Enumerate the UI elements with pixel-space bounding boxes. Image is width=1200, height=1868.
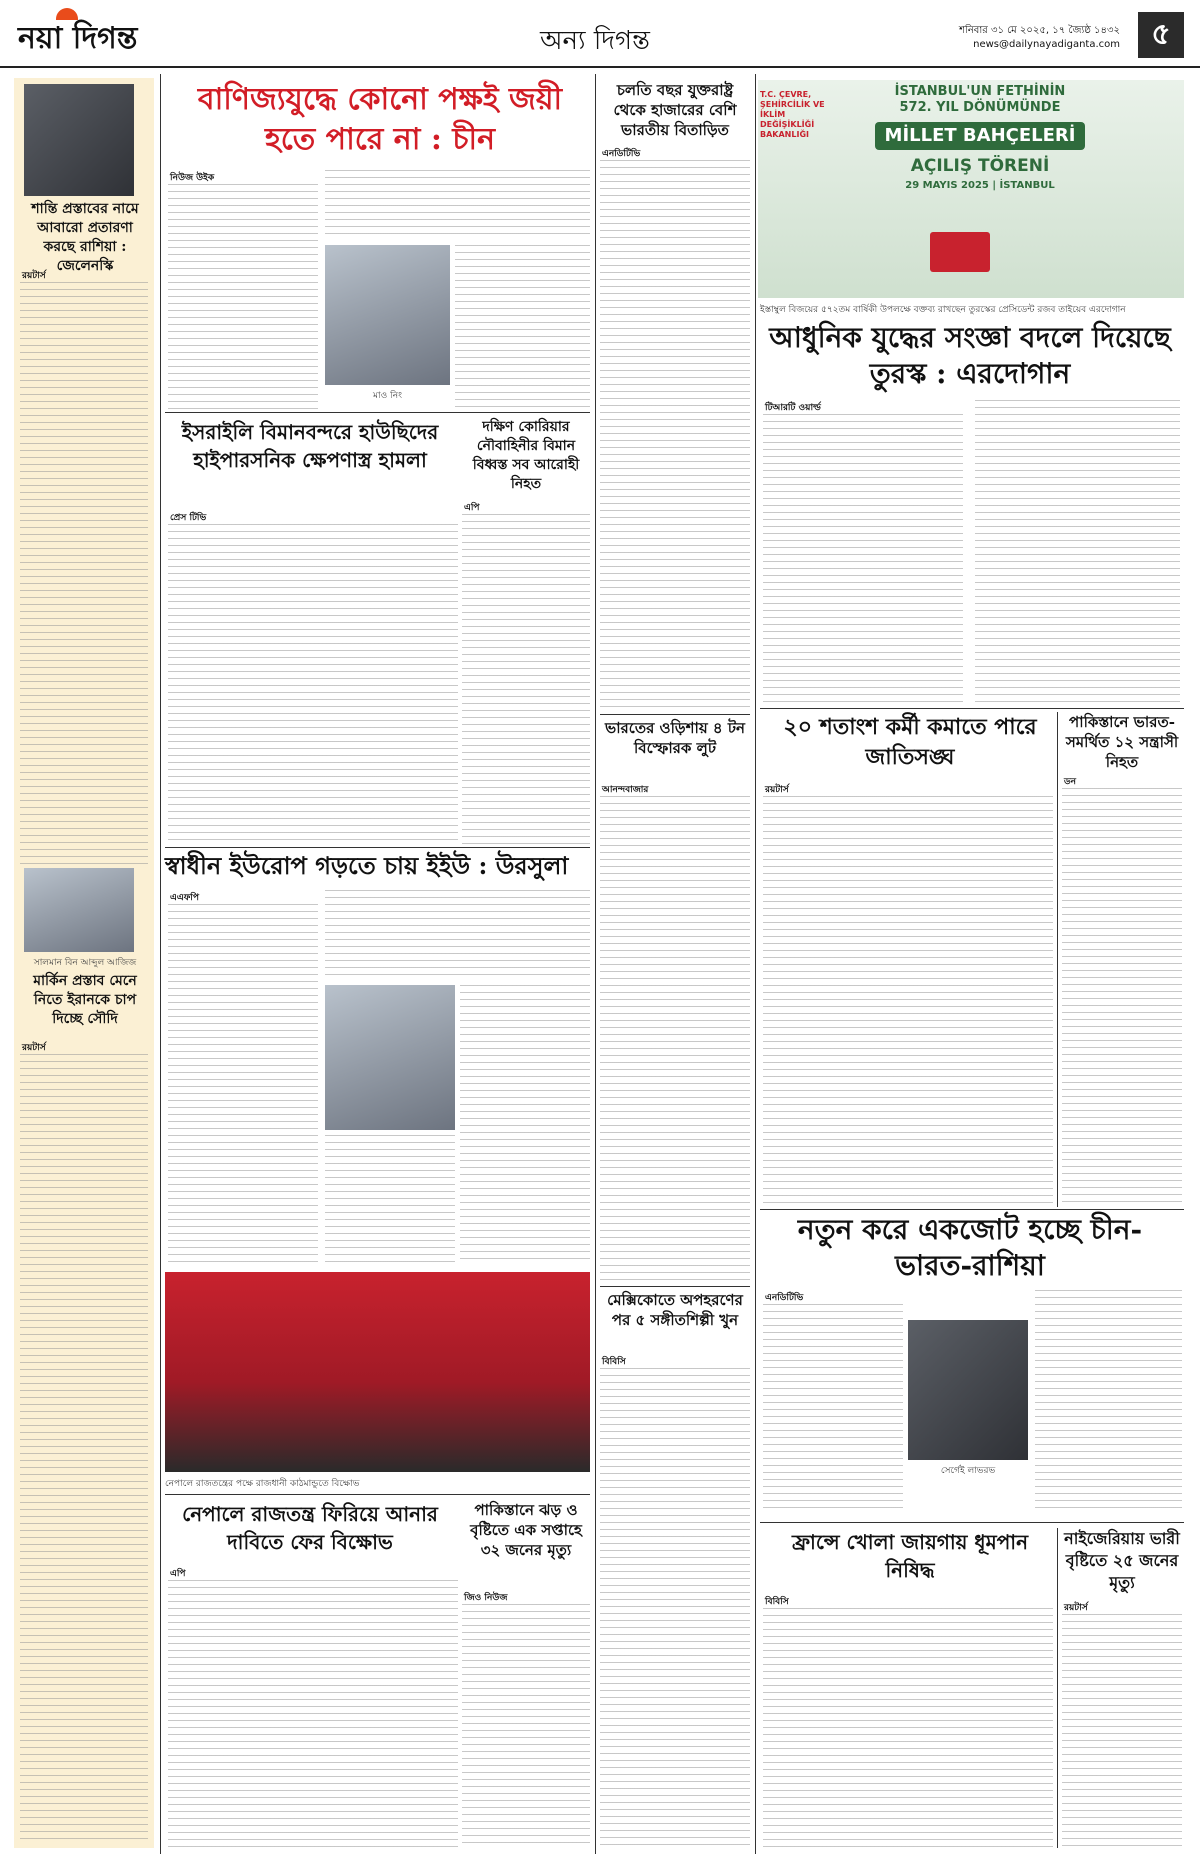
headline-un[interactable]: ২০ শতাংশ কর্মী কমাতে পারে জাতিসঙ্ঘ [783, 714, 1037, 770]
sidebar-dateline-2: রয়টার্স [22, 1043, 46, 1053]
dateline-erdogan: টিআরটি ওয়ার্ল্ড [765, 403, 821, 413]
france-body [763, 1608, 1053, 1848]
dateline-nigeria: রয়টার্স [1064, 1603, 1088, 1613]
sidebar-caption-2: সালমান বিন আব্দুল আজিজ [33, 958, 137, 968]
nepal-body [168, 1580, 458, 1848]
headline-pak-india[interactable]: পাকিস্তানে ভারত-সমর্থিত ১২ সন্ত্রাসী নিহত [1065, 713, 1179, 771]
sidebar-body-2 [20, 1054, 148, 1844]
dateline-trade: নিউজ উইক [170, 173, 215, 183]
sidebar-body-1 [20, 282, 148, 867]
column-divider [160, 74, 161, 1854]
column-divider [1057, 712, 1058, 1207]
dateline-eu: এএফপি [170, 893, 199, 903]
dateline-russia: এনডিটিভি [765, 1293, 804, 1303]
eu-body-col2-top [325, 890, 590, 980]
zelensky-photo [24, 84, 134, 196]
advert-main-title: MİLLET BAHÇELERİ [875, 122, 1085, 150]
date-and-email [880, 24, 1120, 52]
story-divider [165, 1494, 590, 1495]
photo-caption-mao-ning: মাও নিং [373, 391, 402, 401]
mao-ning-photo [325, 245, 450, 385]
podium-icon [930, 232, 990, 272]
headline-israel[interactable]: ইসরাইলি বিমানবন্দরে হাউছিদের হাইপারসনিক ক্ষেপণাস্ত্র হামলা [181, 420, 439, 472]
dateline-nepal: এপি [170, 1569, 186, 1579]
story-divider [600, 714, 750, 715]
section-title: অন্য দিগন্ত [540, 26, 650, 56]
ministry-logo-text: T.C. ÇEVRE, ŞEHİRCİLİK VE İKLİM DEĞİŞİKLİĞİ BAKANLIĞI [760, 90, 825, 139]
dateline-odisha: আনন্দবাজার [602, 785, 649, 795]
story-divider [760, 1209, 1184, 1210]
pakistan-storm-body [462, 1604, 590, 1848]
eu-body-col3 [460, 985, 590, 1265]
eu-body-col2-bottom [325, 1135, 455, 1265]
mexico-body [600, 1368, 750, 1848]
column-divider [595, 74, 596, 1854]
headline-nepal[interactable]: নেপালে রাজতন্ত্র ফিরিয়ে আনার দাবিতে ফের বিক্ষোভ [182, 1502, 438, 1554]
headline-korea[interactable]: দক্ষিণ কোরিয়ার নৌবাহিনীর বিমান বিধ্বস্ত সব আরোহী নিহত [472, 419, 580, 492]
photo-caption-erdogan: ইস্তাম্বুল বিজয়ের ৫৭২তম বার্ষিকী উপলক্ষে বক্তব্য রাখছেন তুরস্কের প্রেসিডেন্ট রজব তাইয়েব এরদোগান [760, 305, 1126, 315]
headline-odisha[interactable]: ভারতের ওড়িশায় ৪ টন বিস্ফোরক লুট [605, 719, 745, 757]
story-divider [600, 1286, 750, 1287]
column-divider [1057, 1528, 1058, 1848]
dateline-pakistan-storm: জিও নিউজ [464, 1593, 508, 1603]
story-divider [760, 708, 1184, 709]
salman-photo [24, 868, 134, 952]
photo-caption-lavrov: সের্গেই লাভরভ [940, 1466, 996, 1476]
erdogan-body-col2 [975, 400, 1180, 704]
story-divider [760, 1522, 1184, 1523]
ursula-photo [325, 985, 455, 1130]
story-divider [165, 847, 590, 848]
photo-caption-nepal: নেপালে রাজতন্ত্রের পক্ষে রাজধানী কাঠমান্ডুতে বিক্ষোভ [165, 1479, 360, 1489]
headline-mexico[interactable]: মেক্সিকোতে অপহরণের পর ৫ সঙ্গীতশিল্পী খুন [607, 1291, 743, 1329]
newspaper-logo[interactable]: নয়া দিগন্ত [18, 14, 137, 65]
dateline-pak-india: ডন [1064, 777, 1076, 787]
advert-date: 29 MAYIS 2025 | İSTANBUL [905, 180, 1055, 191]
advert-line-2: 572. YIL DÖNÜMÜNDE [899, 100, 1061, 115]
dateline-korea: এপি [464, 503, 480, 513]
nepal-protest-photo [165, 1272, 590, 1472]
sidebar-headline-1[interactable]: শান্তি প্রস্তাবের নামে আবারো প্রতারণা করছে রাশিয়া : জেলেনস্কি [31, 201, 139, 274]
sidebar-dateline-1: রয়টার্স [22, 271, 46, 281]
eu-body-col1 [168, 904, 318, 1264]
headline-nigeria[interactable]: নাইজেরিয়ায় ভারী বৃষ্টিতে ২৫ জনের মৃত্যু [1064, 1529, 1180, 1592]
story-divider [165, 412, 590, 413]
russia-body-col2 [1035, 1290, 1182, 1514]
headline-erdogan[interactable]: আধুনিক যুদ্ধের সংজ্ঞা বদলে দিয়েছে তুরস্ক : এরদোগান [769, 321, 1171, 390]
pak-india-body [1062, 788, 1182, 1206]
advert-line-1: İSTANBUL'UN FETHİNİN [894, 84, 1066, 99]
sidebar-headline-2[interactable]: মার্কিন প্রস্তাব মেনে নিতে ইরানকে চাপ দিচ্ছে সৌদি [33, 973, 137, 1027]
russia-body-col1 [763, 1304, 903, 1514]
issue-date: শনিবার ৩১ মে ২০২৫, ১৭ জ্যৈষ্ঠ ১৪৩২ [959, 25, 1120, 36]
nigeria-body [1062, 1614, 1182, 1848]
trade-body-col2-top [325, 170, 590, 240]
headline-france[interactable]: ফ্রান্সে খোলা জায়গায় ধূমপান নিষিদ্ধ [791, 1530, 1029, 1582]
israel-body [168, 524, 458, 844]
trade-body-col3 [455, 245, 590, 410]
dateline-un: রয়টার্স [765, 785, 789, 795]
headline-pakistan-storm[interactable]: পাকিস্তানে ঝড় ও বৃষ্টিতে এক সপ্তাহে ৩২ জনের মৃত্যু [470, 1501, 582, 1559]
un-body [763, 796, 1053, 1206]
students-body [600, 160, 750, 710]
lavrov-photo [908, 1320, 1028, 1460]
dateline-students: এনডিটিভি [602, 149, 641, 159]
headline-russia[interactable]: নতুন করে একজোট হচ্ছে চীন-ভারত-রাশিয়া [797, 1213, 1143, 1282]
email-link[interactable]: news@dailynayadiganta.com [973, 39, 1120, 50]
dateline-france: বিবিসি [765, 1597, 789, 1607]
headline-trade-war[interactable]: বাণিজ্যযুদ্ধে কোনো পক্ষই জয়ী হতে পারে না : চীন [197, 82, 563, 157]
korea-body [462, 514, 590, 844]
headline-eu[interactable]: স্বাধীন ইউরোপ গড়তে চায় ইইউ : উরসুলা [165, 851, 569, 880]
page-number: ৫ [1138, 12, 1184, 58]
dateline-mexico: বিবিসি [602, 1357, 626, 1367]
headline-students[interactable]: চলতি বছর যুক্তরাষ্ট্র থেকে হাজারের বেশি ভারতীয় বিতাড়িত [613, 81, 737, 139]
erdogan-body-col1 [763, 414, 963, 704]
advert-subtitle: AÇILIŞ TÖRENİ [910, 156, 1050, 176]
odisha-body [600, 796, 750, 1286]
column-divider [755, 74, 756, 1854]
trade-body-col1 [168, 184, 318, 409]
dateline-israel: প্রেস টিভি [170, 513, 207, 523]
